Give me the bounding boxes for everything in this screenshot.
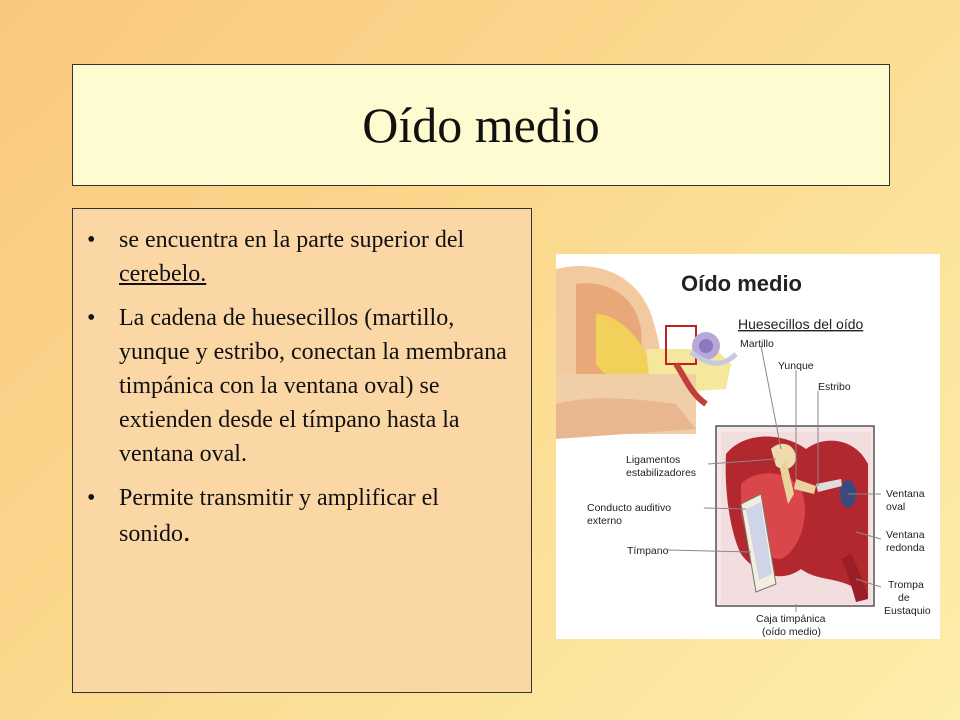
bullet-text: se encuentra en la parte superior del	[119, 227, 465, 253]
label-martillo: Martillo	[740, 338, 774, 350]
bullet-item	[87, 223, 513, 291]
bullet-item	[87, 301, 513, 471]
figure-subtitle: Huesecillos del oído	[738, 316, 864, 332]
slide-title: Oído medio	[362, 97, 600, 153]
label-ligamentos: estabilizadores	[626, 467, 697, 479]
label-caja: (oído medio)	[762, 626, 821, 638]
ear-diagram	[556, 254, 940, 639]
ear-diagram-svg	[556, 254, 940, 639]
bullet-dot: •	[87, 227, 96, 253]
label-ventana-redonda: Ventana	[886, 529, 925, 541]
label-ventana-oval: Ventana	[886, 488, 925, 500]
label-caja: Caja timpánica	[756, 613, 826, 625]
cerebelo-link[interactable]: cerebelo.	[119, 261, 207, 287]
label-timpano: Tímpano	[627, 545, 669, 557]
bullet-text: Permite transmitir y amplificar el sonido	[119, 485, 439, 547]
content-box	[72, 208, 532, 693]
bullet-dot: •	[87, 485, 96, 511]
title-box	[72, 64, 890, 186]
label-trompa: Trompa	[888, 579, 924, 591]
label-ventana-oval: oval	[886, 501, 906, 513]
figure-title: Oído medio	[681, 271, 802, 296]
bullet-item	[87, 481, 513, 551]
label-trompa: Eustaquio	[884, 605, 931, 617]
label-trompa: de	[898, 592, 910, 604]
bullet-list	[73, 209, 531, 551]
bullet-text: La cadena de huesecillos (martillo, yunque y estribo, conectan la membrana timpánica con la ventana oval) se extienden desde el tímpano hasta la ventana oval.	[119, 305, 507, 467]
bullet-dot: •	[87, 305, 96, 331]
bullet-end: .	[183, 515, 191, 548]
label-estribo: Estribo	[818, 381, 851, 393]
label-ligamentos: Ligamentos	[626, 454, 681, 466]
label-conducto: externo	[587, 515, 623, 527]
label-conducto: Conducto auditivo	[587, 502, 672, 514]
label-ventana-redonda: redonda	[886, 542, 925, 554]
label-yunque: Yunque	[778, 360, 814, 372]
